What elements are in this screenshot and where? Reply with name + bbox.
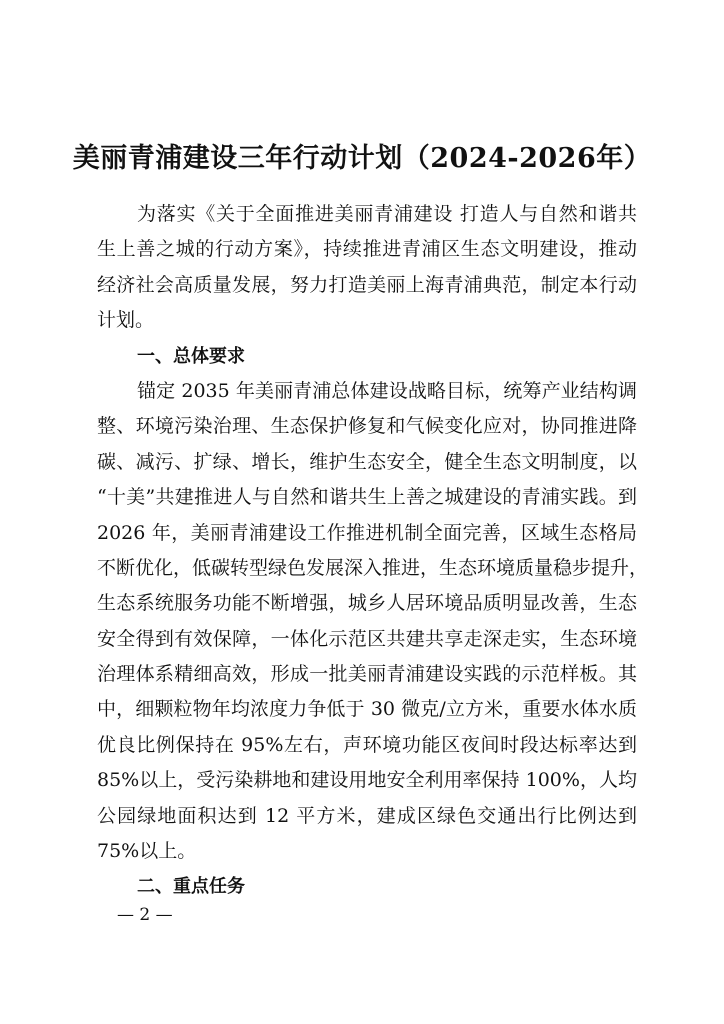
section1-line: 不断优化，低碳转型绿色发展深入推进，生态环境质量稳步提升， [97, 556, 649, 579]
section1-line: “十美”共建推进人与自然和谐共生上善之城建设的青浦实践。到 [97, 486, 637, 509]
section1-line: 2026 年，美丽青浦建设工作推进机制全面完善，区域生态格局 [97, 521, 637, 544]
section-heading-overall-requirements: 一、总体要求 [137, 345, 245, 367]
section1-line: 85%以上，受污染耕地和建设用地安全利用率保持 100%，人均 [97, 769, 637, 792]
section1-line: 公园绿地面积达到 12 平方米，建成区绿色交通出行比例达到 [97, 804, 637, 827]
section1-line: 中，细颗粒物年均浓度力争低于 30 微克/立方米，重要水体水质 [97, 698, 637, 721]
intro-line: 经济社会高质量发展，努力打造美丽上海青浦典范，制定本行动 [97, 273, 637, 296]
intro-line: 计划。 [97, 309, 155, 332]
section1-line: 碳、减污、扩绿、增长，维护生态安全，健全生态文明制度，以 [97, 450, 637, 473]
intro-line: 为落实《关于全面推进美丽青浦建设 打造人与自然和谐共 [137, 203, 637, 225]
document-body [97, 197, 649, 905]
section1-line: 整、环境污染治理、生态保护修复和气候变化应对，协同推进降 [97, 415, 637, 438]
intro-line: 生上善之城的行动方案》，持续推进青浦区生态文明建设，推动 [97, 238, 637, 261]
section1-line: 治理体系精细高效，形成一批美丽青浦建设实践的示范样板。其 [97, 663, 637, 686]
section1-line: 锚定 2035 年美丽青浦总体建设战略目标，统筹产业结构调 [137, 379, 637, 402]
section1-line: 安全得到有效保障，一体化示范区共建共享走深走实，生态环境 [97, 627, 637, 650]
section1-line: 优良比例保持在 95%左右，声环境功能区夜间时段达标率达到 [97, 733, 637, 756]
section1-line: 生态系统服务功能不断增强，城乡人居环境品质明显改善，生态 [97, 592, 637, 615]
document-title: 美丽青浦建设三年行动计划（2024-2026年） [72, 143, 652, 174]
section-heading-key-tasks: 二、重点任务 [137, 876, 245, 898]
section1-line: 75%以上。 [97, 840, 197, 863]
page-number: — 2 — [117, 905, 173, 925]
